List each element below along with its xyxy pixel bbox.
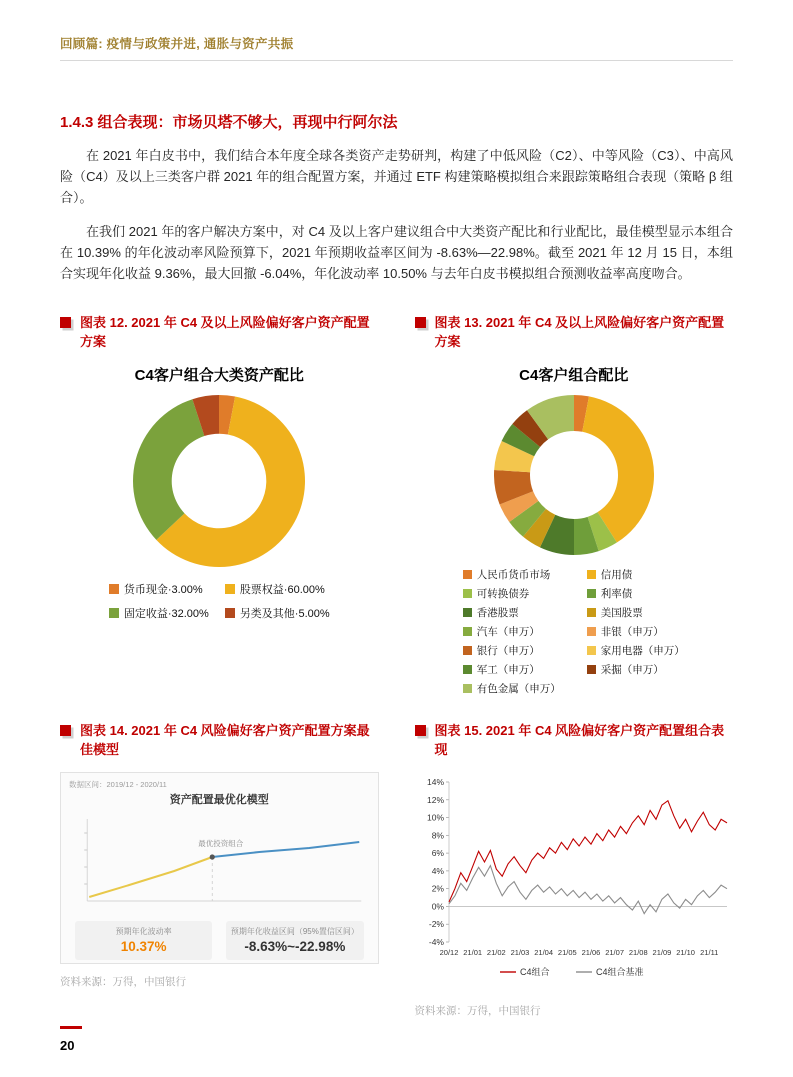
legend-item xyxy=(109,581,209,597)
line-chart-svg xyxy=(415,774,733,988)
model-title: 资产配置最优化模型 xyxy=(169,793,269,806)
legend-item xyxy=(225,605,330,621)
legend-label: 人民币货币市场 xyxy=(476,568,551,581)
svg-text:21/03: 21/03 xyxy=(510,947,529,957)
legend-item xyxy=(587,662,685,677)
svg-text:21/05: 21/05 xyxy=(557,947,577,957)
svg-text:20/12: 20/12 xyxy=(439,947,458,957)
figure-marker-icon xyxy=(60,725,71,736)
legend-swatch xyxy=(587,646,596,655)
figure14-caption-text: 图表 14. 2021 年 C4 风险偏好客户资产配置方案最佳模型 xyxy=(80,722,370,757)
model-chart-svg xyxy=(69,811,370,915)
figure-marker-icon xyxy=(415,725,426,736)
svg-text:21/09: 21/09 xyxy=(652,947,671,957)
svg-text:C4组合基准: C4组合基准 xyxy=(595,966,644,977)
model-annotation: 最优投资组合 xyxy=(198,838,244,848)
figures-row-bottom xyxy=(60,722,733,1018)
legend-swatch xyxy=(587,665,596,674)
legend-swatch xyxy=(463,646,472,655)
legend-label: 信用债 xyxy=(600,568,633,581)
svg-text:21/02: 21/02 xyxy=(486,947,506,957)
legend-swatch xyxy=(225,584,235,594)
figures-row-top xyxy=(60,314,733,696)
legend-label: 香港股票 xyxy=(476,606,519,619)
donut-svg xyxy=(133,395,305,567)
svg-text:21/11: 21/11 xyxy=(699,947,718,957)
model-volatility-value: 10.37% xyxy=(120,938,167,954)
legend-label: 银行（申万） xyxy=(476,644,540,657)
svg-text:21/10: 21/10 xyxy=(675,947,695,957)
legend-label: 另类及其他·5.00% xyxy=(239,607,330,620)
figure-14-block xyxy=(60,722,379,1018)
legend-label: 美国股票 xyxy=(600,606,643,619)
svg-text:21/01: 21/01 xyxy=(462,947,482,957)
svg-text:2%: 2% xyxy=(431,883,444,894)
paragraph-1: 在 2021 年白皮书中，我们结合本年度全球各类资产走势研判，构建了中低风险（C2）、中等风险（C3）、中高风险（C4）及以上三类客户群 2021 年的组合配置方案，并通过 ETF 构建策略模拟组合来跟踪策略组合表现（策略 β 组合）。 xyxy=(60,148,733,206)
legend-item xyxy=(463,624,561,639)
legend-item xyxy=(587,643,685,658)
legend-label: 可转换债券 xyxy=(476,587,530,600)
figure14-source: 资料来源：万得，中国银行 xyxy=(60,975,186,988)
legend-item xyxy=(463,586,561,601)
legend-item xyxy=(587,624,685,639)
donut-slice xyxy=(133,399,204,540)
svg-text:4%: 4% xyxy=(431,865,444,876)
svg-text:6%: 6% xyxy=(431,847,444,858)
legend-swatch xyxy=(463,570,472,579)
figure-13-block xyxy=(415,314,734,696)
figure-marker-icon xyxy=(60,317,71,328)
figure15-source: 资料来源：万得，中国银行 xyxy=(414,1004,541,1017)
model-return-value: -8.63%~-22.98% xyxy=(244,938,346,954)
svg-text:-4%: -4% xyxy=(428,936,444,947)
figure12-donut-chart xyxy=(60,395,379,567)
model-chart xyxy=(69,811,370,915)
figure13-donut-chart xyxy=(415,395,734,555)
donut-svg xyxy=(494,395,654,555)
legend-item xyxy=(463,681,561,696)
model-volatility-label: 预期年化波动率 xyxy=(115,926,172,936)
legend-label: 货币现金·3.00% xyxy=(123,583,203,596)
legend-item xyxy=(587,567,685,582)
figure12-caption-text: 图表 12. 2021 年 C4 及以上风险偏好客户资产配置方案 xyxy=(80,315,370,350)
figure15-caption xyxy=(415,722,734,760)
model-return-label: 预期年化收益区间（95%置信区间） xyxy=(230,926,359,936)
svg-text:21/04: 21/04 xyxy=(533,947,553,957)
svg-text:12%: 12% xyxy=(426,794,444,805)
legend-item xyxy=(587,586,685,601)
series-line xyxy=(449,800,727,901)
legend-swatch xyxy=(109,608,119,618)
figure12-chart-title: C4客户组合大类资产配比 xyxy=(134,366,304,384)
svg-text:10%: 10% xyxy=(426,812,444,823)
legend-label: 有色金属（申万） xyxy=(476,682,561,695)
legend-swatch xyxy=(463,589,472,598)
figure15-caption-text: 图表 15. 2021 年 C4 风险偏好客户资产配置组合表现 xyxy=(434,722,725,757)
figure12-caption xyxy=(60,314,379,352)
figure13-caption-text: 图表 13. 2021 年 C4 及以上风险偏好客户资产配置方案 xyxy=(434,315,725,350)
legend-item xyxy=(109,605,209,621)
figure15-line-chart xyxy=(415,774,734,993)
legend-item xyxy=(463,662,561,677)
legend-label: 军工（申万） xyxy=(476,663,540,676)
svg-text:0%: 0% xyxy=(431,901,444,912)
legend-swatch xyxy=(587,589,596,598)
page-header-text: 回顾篇: 疫情与政策并进, 通胀与资产共振 xyxy=(60,37,294,51)
svg-text:14%: 14% xyxy=(426,776,444,787)
svg-text:C4组合: C4组合 xyxy=(519,966,550,977)
legend-label: 固定收益·32.00% xyxy=(123,607,209,620)
legend-label: 股票权益·60.00% xyxy=(239,583,325,596)
figure13-chart-title: C4客户组合配比 xyxy=(519,366,629,384)
model-volatility-stat xyxy=(75,921,212,960)
figure-marker-icon xyxy=(415,317,426,328)
figure13-legend xyxy=(415,567,734,696)
svg-text:21/07: 21/07 xyxy=(604,947,624,957)
model-screenshot xyxy=(60,772,379,964)
model-period-text: 数据区间：2019/12 - 2020/11 xyxy=(69,779,167,789)
figure13-caption xyxy=(415,314,734,352)
legend-swatch xyxy=(463,627,472,636)
figure-12-block xyxy=(60,314,379,696)
legend-item xyxy=(587,605,685,620)
legend-swatch xyxy=(463,684,472,693)
svg-text:21/08: 21/08 xyxy=(628,947,648,957)
section-title: 1.4.3 组合表现：市场贝塔不够大，再现中行阿尔法 xyxy=(60,114,398,131)
page-number: 20 xyxy=(60,1038,75,1053)
legend-label: 非银（申万） xyxy=(600,625,664,638)
svg-text:8%: 8% xyxy=(431,829,444,840)
legend-item xyxy=(225,581,330,597)
paragraph-2: 在我们 2021 年的客户解决方案中，对 C4 及以上客户建议组合中大类资产配比和行业配比，最佳模型显示本组合在 10.39% 的年化波动率风险预算下，2021 年预期收益率区间为 -8.63%—22.98%。截至 2021 年 12 月 15 日，本组合实现年化收益 9.36%，最大回撤 -6.04%，年化波动率 10.50% 与去年白皮书模拟组合预测收益率高度吻合。 xyxy=(60,224,733,282)
legend-swatch xyxy=(225,608,235,618)
legend-swatch xyxy=(587,627,596,636)
svg-text:-2%: -2% xyxy=(428,918,444,929)
figure-15-block xyxy=(415,722,734,1018)
footer-rule xyxy=(60,1026,82,1029)
legend-item xyxy=(463,643,561,658)
legend-label: 家用电器（申万） xyxy=(600,644,685,657)
legend-label: 利率债 xyxy=(600,587,633,600)
legend-swatch xyxy=(109,584,119,594)
legend-label: 采掘（申万） xyxy=(600,663,664,676)
svg-text:21/06: 21/06 xyxy=(581,947,600,957)
legend-item xyxy=(463,567,561,582)
figure12-legend xyxy=(60,581,379,621)
model-return-stat xyxy=(226,921,363,960)
header-divider xyxy=(60,60,733,61)
legend-swatch xyxy=(587,570,596,579)
model-stats-row xyxy=(61,915,378,960)
legend-label: 汽车（申万） xyxy=(476,625,540,638)
legend-item xyxy=(463,605,561,620)
legend-swatch xyxy=(463,608,472,617)
legend-swatch xyxy=(587,608,596,617)
page-footer xyxy=(60,1026,82,1053)
legend-swatch xyxy=(463,665,472,674)
figure14-caption xyxy=(60,722,379,760)
